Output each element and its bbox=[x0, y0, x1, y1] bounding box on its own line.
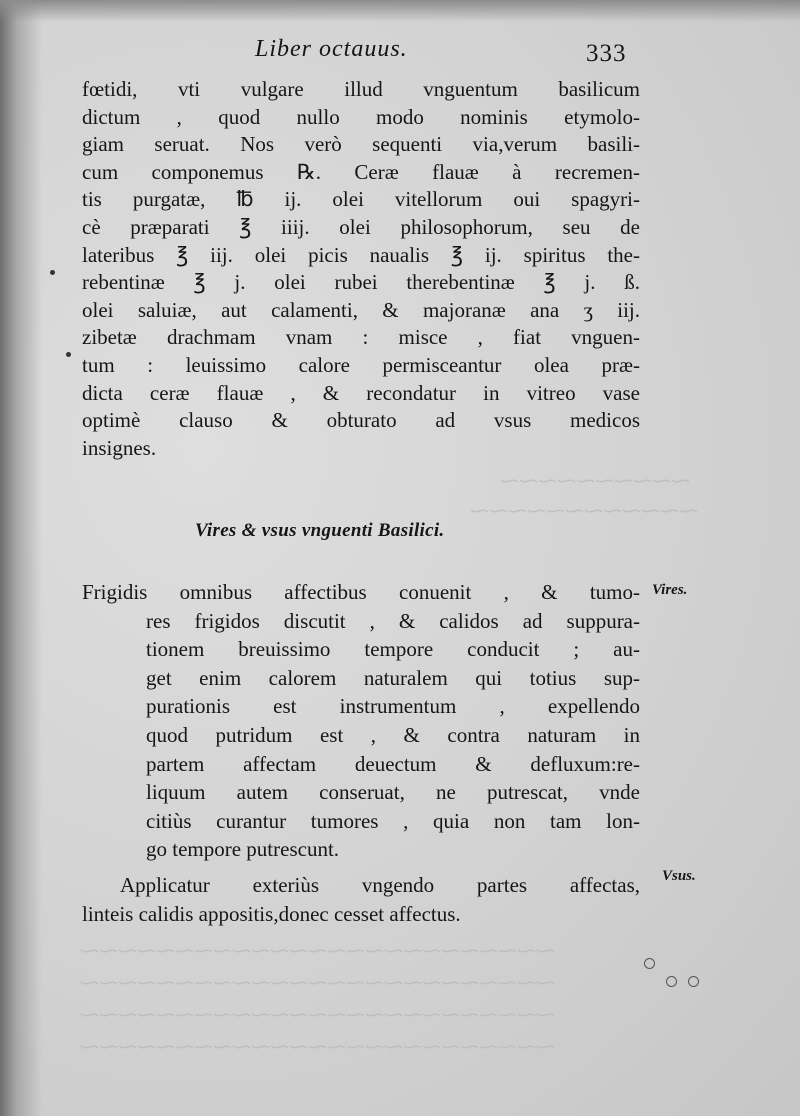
text-line: dictum , quod nullo modo nominis etymolo- bbox=[82, 104, 640, 129]
paragraph-vires bbox=[82, 578, 640, 864]
text-line: olei saluiæ, aut calamenti, & majoranæ ana ʒ iij. bbox=[82, 297, 640, 322]
stray-ink-mark bbox=[666, 976, 677, 987]
page-number: 333 bbox=[586, 40, 627, 67]
text-line: quod putridum est , & contra naturam in bbox=[146, 722, 640, 747]
gutter-shadow bbox=[0, 0, 42, 1116]
running-title: Liber octauus. bbox=[255, 36, 408, 62]
top-edge-shadow bbox=[0, 0, 800, 22]
text-line: insignes. bbox=[82, 435, 157, 460]
text-line: get enim calorem naturalem qui totius sup- bbox=[146, 665, 640, 690]
text-line: tum : leuissimo calore permisceantur olea præ- bbox=[82, 352, 640, 377]
paragraph-vsus bbox=[82, 871, 640, 928]
text-line: fœtidi, vti vulgare illud vnguentum basilicum bbox=[82, 77, 640, 101]
section-heading: Vires & vsus vnguenti Basilici. bbox=[195, 520, 445, 541]
show-through-artifact: ⁓⁓⁓⁓⁓⁓⁓⁓⁓⁓⁓⁓⁓⁓⁓⁓⁓⁓⁓⁓⁓⁓⁓⁓⁓ bbox=[80, 1036, 555, 1058]
text-line: linteis calidis appositis,donec cesset affectus. bbox=[82, 901, 461, 926]
text-line: go tempore putrescunt. bbox=[146, 837, 340, 862]
text-line: optimè clauso & obturato ad vsus medicos bbox=[82, 408, 640, 433]
show-through-artifact: ⁓⁓⁓⁓⁓⁓⁓⁓⁓⁓⁓⁓⁓⁓⁓⁓⁓⁓⁓⁓⁓⁓⁓⁓⁓ bbox=[80, 1004, 555, 1026]
text-line: partem affectam deuectum & defluxum:re- bbox=[146, 751, 640, 776]
show-through-artifact: ⁓⁓⁓⁓⁓⁓⁓⁓⁓⁓⁓⁓⁓⁓⁓⁓⁓⁓⁓⁓⁓⁓⁓⁓⁓ bbox=[80, 972, 555, 994]
stray-ink-mark bbox=[688, 976, 699, 987]
margin-note-vires: Vires. bbox=[652, 582, 688, 598]
text-line: zibetæ drachmam vnam : misce , fiat vnguen- bbox=[82, 325, 640, 350]
text-line: tis purgatæ, ℔ ij. olei vitellorum oui spagyri- bbox=[82, 187, 640, 212]
text-line: giam seruat. Nos verò sequenti via,verum basili- bbox=[82, 132, 640, 157]
text-line: liquum autem conseruat, ne putrescat, vnde bbox=[146, 780, 640, 805]
stray-ink-mark bbox=[644, 958, 655, 969]
margin-dot-mark bbox=[66, 352, 71, 357]
margin-dot-mark bbox=[50, 270, 55, 275]
text-line: citiùs curantur tumores , quia non tam lon- bbox=[146, 808, 640, 833]
text-line: Applicatur exteriùs vngendo partes affectas, bbox=[120, 873, 640, 897]
show-through-artifact: ⁓⁓⁓⁓⁓⁓⁓⁓⁓⁓⁓⁓ bbox=[470, 500, 698, 522]
text-line: lateribus ℥ iij. olei picis naualis ℥ ij. spiritus the- bbox=[82, 242, 640, 267]
text-line: rebentinæ ℥ j. olei rubei therebentinæ ℥ j. ß. bbox=[82, 270, 640, 295]
paragraph-recipe bbox=[82, 76, 640, 462]
margin-note-vsus: Vsus. bbox=[662, 868, 696, 884]
text-line: tionem breuissimo tempore conducit ; au- bbox=[146, 637, 640, 662]
show-through-artifact: ⁓⁓⁓⁓⁓⁓⁓⁓⁓⁓⁓⁓⁓⁓⁓⁓⁓⁓⁓⁓⁓⁓⁓⁓⁓ bbox=[80, 940, 555, 962]
text-line: dicta ceræ flauæ , & recondatur in vitreo vase bbox=[82, 380, 640, 405]
text-line: res frigidos discutit , & calidos ad suppura- bbox=[146, 608, 640, 633]
text-line: cè præparati ℥ iiij. olei philosophorum, seu de bbox=[82, 214, 640, 239]
text-line: Frigidis omnibus affectibus conuenit , & tumo- bbox=[82, 580, 640, 604]
text-line: purationis est instrumentum , expellendo bbox=[146, 694, 640, 719]
show-through-artifact: ⁓⁓⁓⁓⁓⁓⁓⁓⁓⁓ bbox=[500, 470, 690, 492]
text-line: cum componemus ℞. Ceræ flauæ à recremen- bbox=[82, 159, 640, 184]
